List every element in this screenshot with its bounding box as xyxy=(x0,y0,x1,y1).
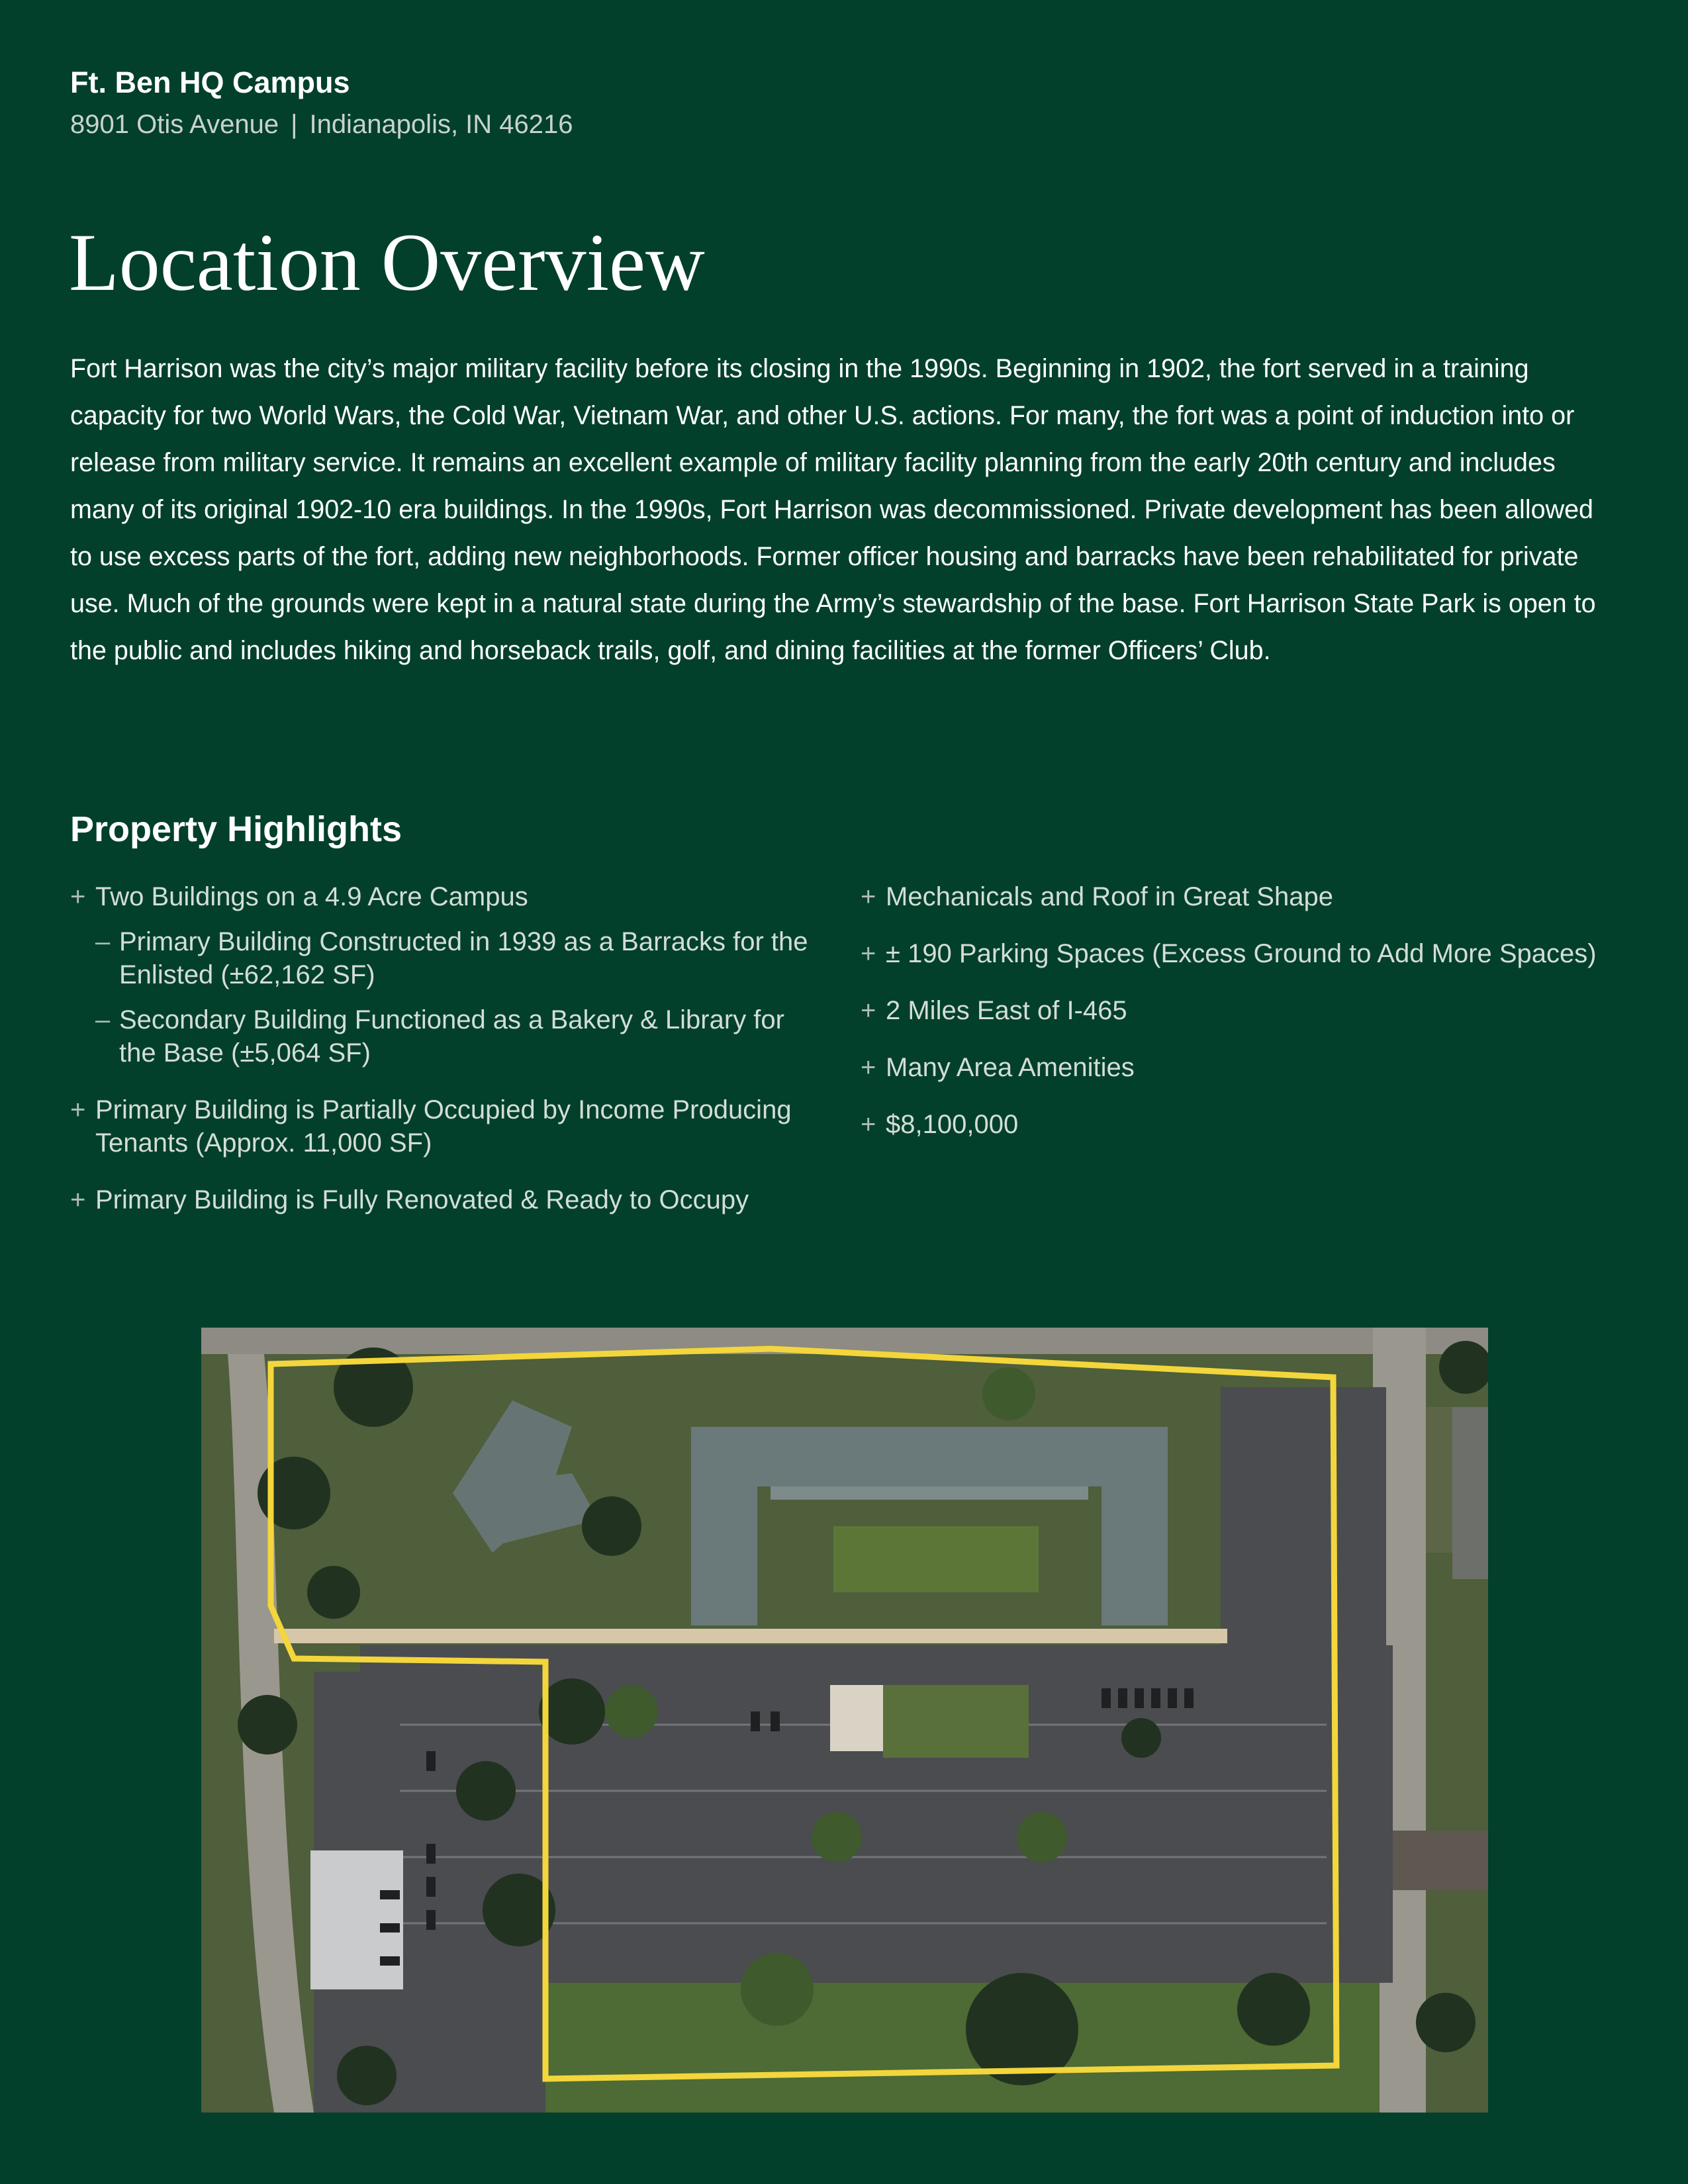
highlight-text: $8,100,000 xyxy=(886,1110,1019,1139)
aerial-map-svg xyxy=(201,1328,1488,2113)
city-state-zip: Indianapolis, IN 46216 xyxy=(309,110,573,139)
highlight-item xyxy=(861,1051,1622,1084)
highlight-item xyxy=(861,994,1622,1027)
plus-bullet: + xyxy=(70,1185,86,1214)
address-separator: | xyxy=(291,110,298,139)
east-lot-median xyxy=(1426,1407,1452,1553)
primary-building-west-wing xyxy=(691,1427,757,1625)
parking-grass-island xyxy=(883,1685,1029,1758)
plus-bullet: + xyxy=(861,882,876,911)
street-address: 8901 Otis Avenue xyxy=(70,110,279,139)
sub-item xyxy=(95,1003,825,1069)
highlights-heading: Property Highlights xyxy=(70,809,402,849)
plus-bullet: + xyxy=(70,882,86,911)
property-name: Ft. Ben HQ Campus xyxy=(70,66,350,99)
highlights-left-column xyxy=(70,880,825,1240)
highlight-item xyxy=(70,880,825,1069)
plus-bullet: + xyxy=(861,939,876,968)
aerial-site-map xyxy=(201,1328,1488,2113)
address xyxy=(70,105,573,144)
page-title: Location Overview xyxy=(69,217,705,308)
highlight-item xyxy=(861,937,1622,970)
sidewalk xyxy=(274,1629,1227,1643)
dash-bullet: – xyxy=(95,1005,111,1034)
bakery-library-building xyxy=(310,1850,403,1989)
east-building xyxy=(1393,1831,1488,1890)
primary-building-east-wing xyxy=(1102,1427,1168,1625)
highlight-text: Many Area Amenities xyxy=(886,1053,1135,1082)
small-structure xyxy=(830,1685,883,1751)
highlight-text: 2 Miles East of I-465 xyxy=(886,996,1127,1025)
plus-bullet: + xyxy=(861,1053,876,1082)
highlight-item xyxy=(70,1093,825,1160)
dash-bullet: – xyxy=(95,927,111,956)
sub-item-text: Primary Building Constructed in 1939 as a Barracks for the Enlisted (±62,162 SF) xyxy=(119,927,808,989)
primary-building-inner-roof xyxy=(771,1486,1088,1500)
highlight-item xyxy=(861,1108,1622,1141)
highlight-text: Primary Building is Partially Occupied by Income Producing Tenants (Approx. 11,000 SF) xyxy=(95,1095,792,1158)
highlight-text: Two Buildings on a 4.9 Acre Campus xyxy=(95,882,528,911)
sub-item-text: Secondary Building Functioned as a Bakery & Library for the Base (±5,064 SF) xyxy=(119,1005,784,1068)
primary-building-north-wing xyxy=(691,1427,1168,1486)
plus-bullet: + xyxy=(861,1110,876,1139)
primary-building-courtyard xyxy=(833,1526,1039,1592)
sub-list xyxy=(95,925,825,1069)
northeast-parking-lot xyxy=(1221,1387,1386,1665)
highlight-text: ± 190 Parking Spaces (Excess Ground to Add More Spaces) xyxy=(886,939,1597,968)
overview-paragraph: Fort Harrison was the city’s major military facility before its closing in the 1990s. Beginning in 1902, the fort served in a training capacity for two World Wars, the Cold War, Vietnam War, and other U.S. actions. For many, the fort was a point of induction into or release from military service. It remains an excellent example of military facility planning from the early 20th century and includes many of its original 1902-10 era buildings. In the 1990s, Fort Harrison was decommissioned. Private development has been allowed to use excess parts of the fort, adding new neighborhoods. Former officer housing and barracks have been rehabilitated for private use. Much of the grounds were kept in a natural state during the Army’s stewardship of the base. Fort Harrison State Park is open to the public and includes hiking and horseback trails, golf, and dining facilities at the former Officers’ Club. xyxy=(70,354,1596,665)
plus-bullet: + xyxy=(861,996,876,1025)
highlights-right-column xyxy=(861,880,1622,1165)
plus-bullet: + xyxy=(70,1095,86,1124)
highlight-text: Mechanicals and Roof in Great Shape xyxy=(886,882,1333,911)
highlight-item xyxy=(70,1183,825,1216)
sub-item xyxy=(95,925,825,991)
header xyxy=(70,61,573,144)
highlight-item xyxy=(861,880,1622,913)
east-small-lot xyxy=(1452,1407,1488,1579)
highlight-text: Primary Building is Fully Renovated & Ready to Occupy xyxy=(95,1185,749,1214)
